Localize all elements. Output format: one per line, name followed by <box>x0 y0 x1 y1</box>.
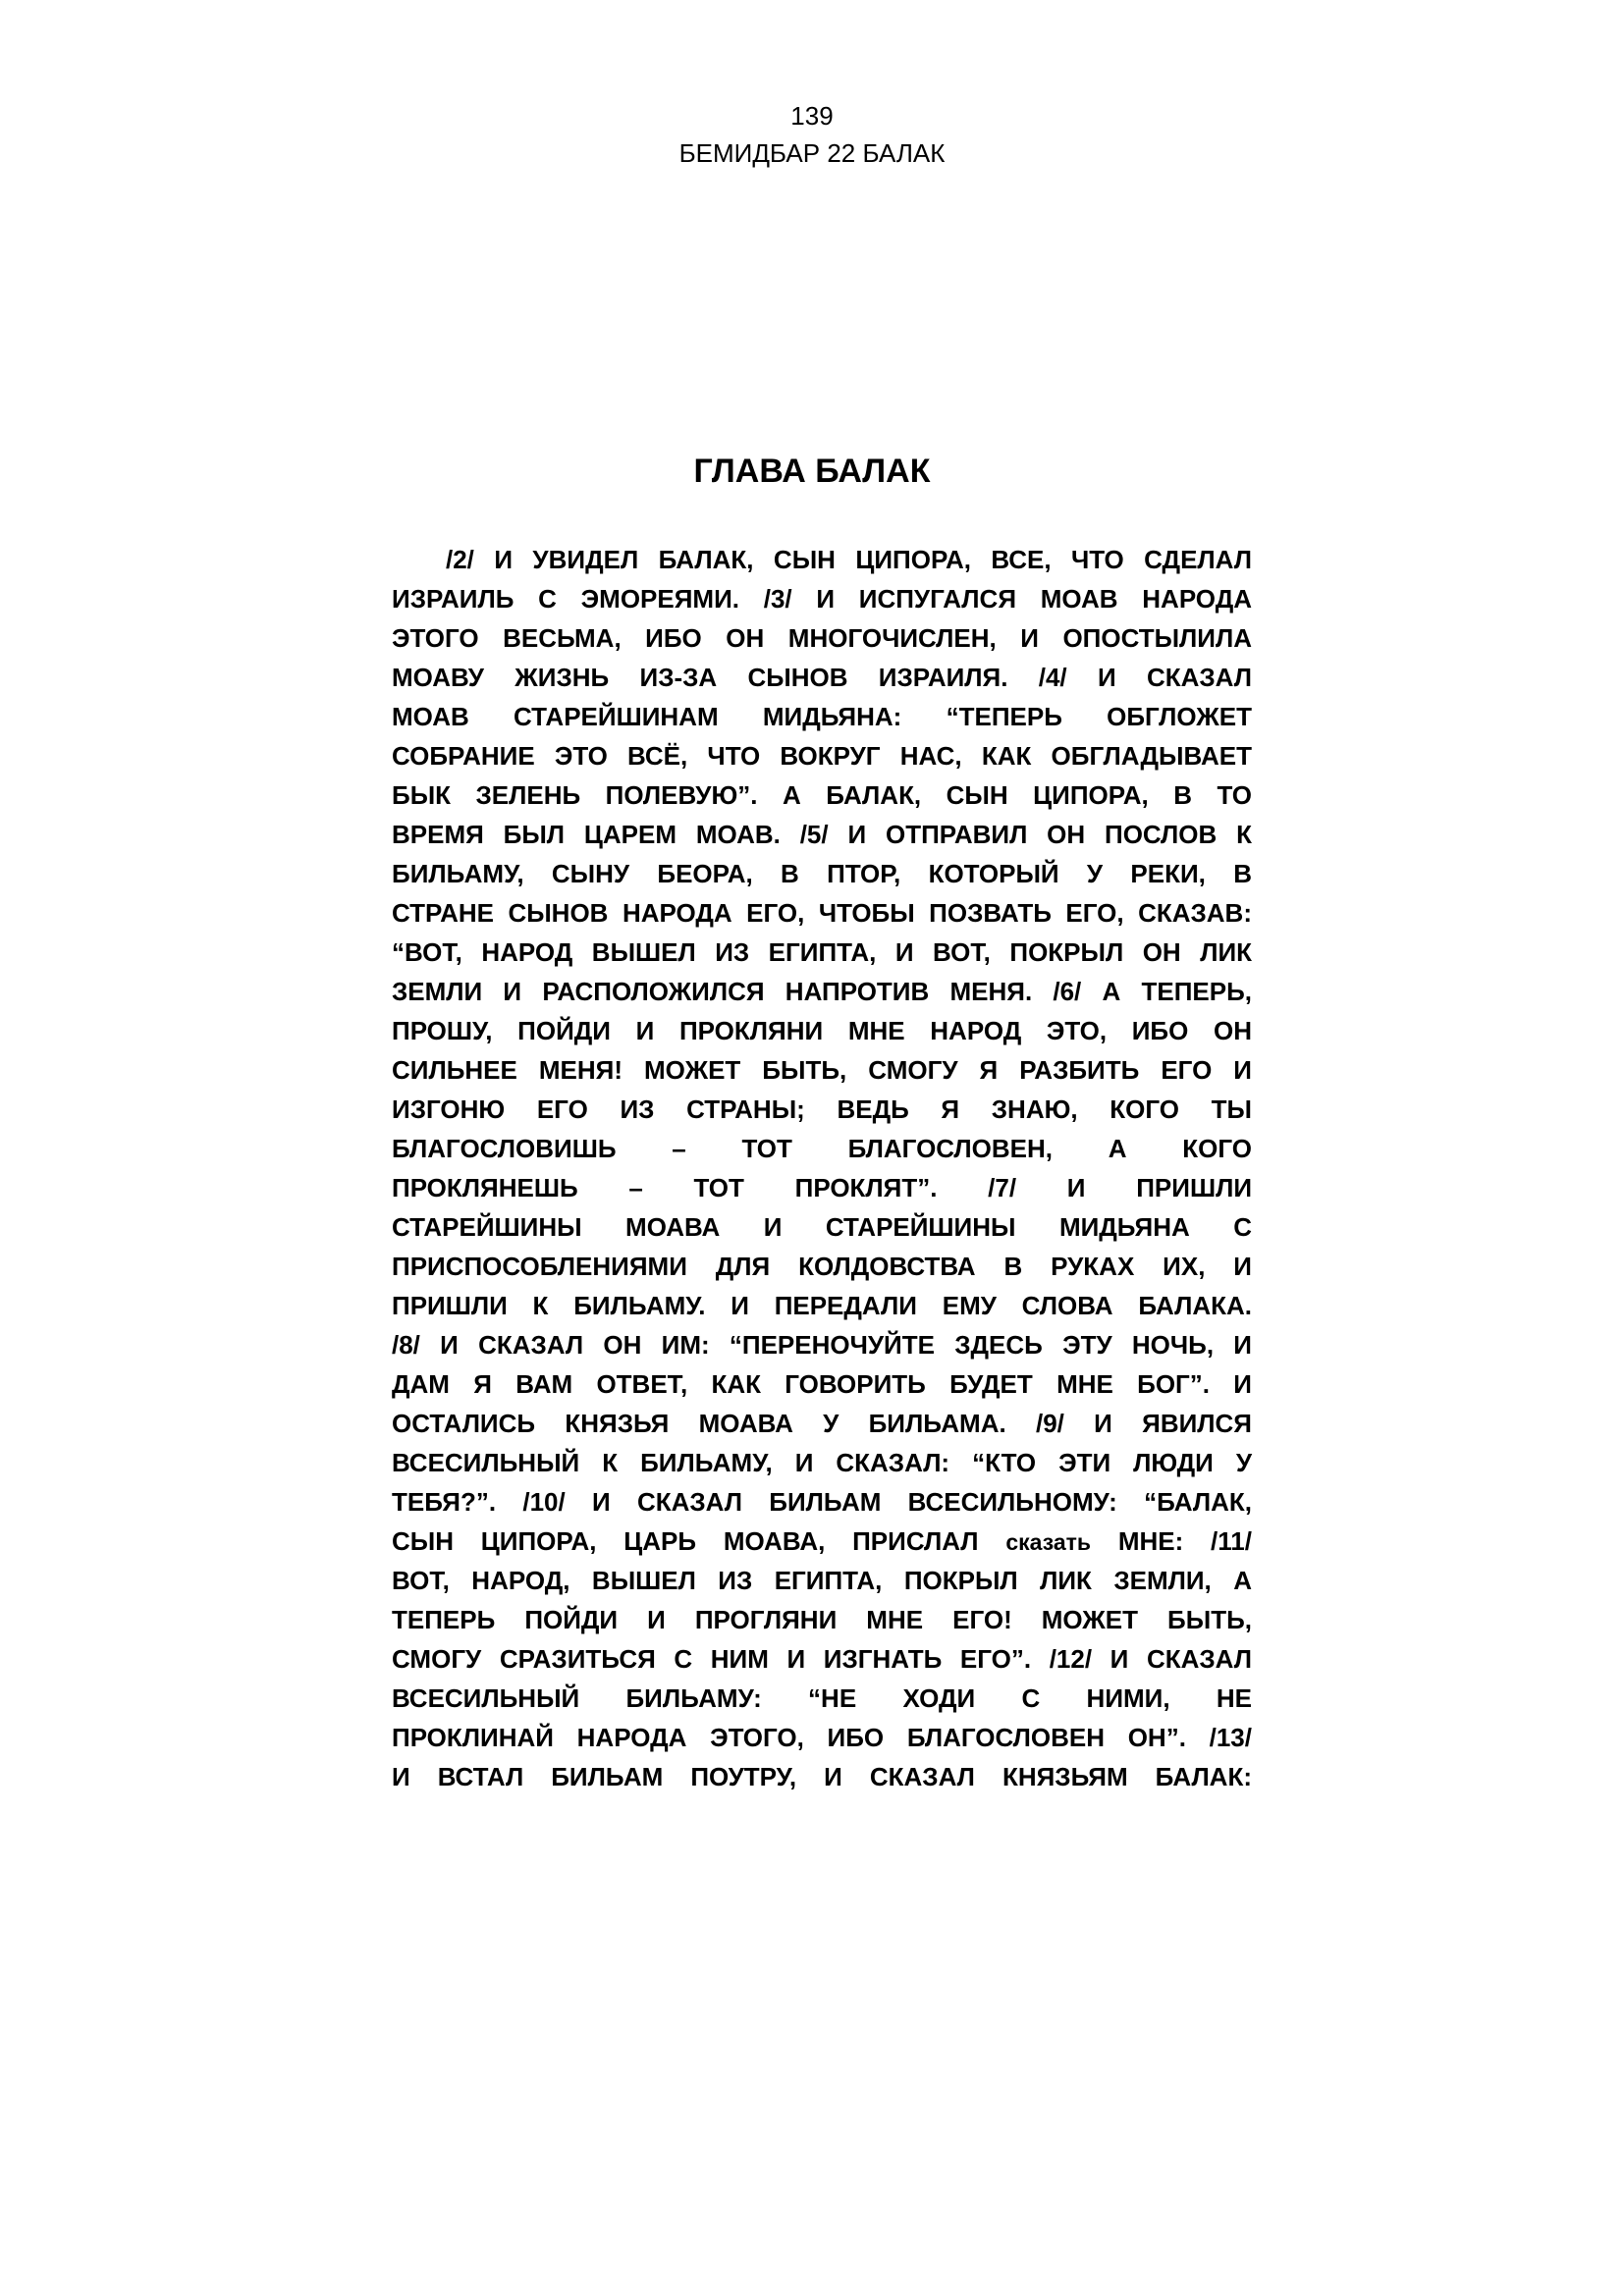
text-line: ТЕПЕРЬ ПОЙДИ И ПРОГЛЯНИ МНЕ ЕГО! МОЖЕТ БЫТЬ, <box>392 1605 1252 1634</box>
text-line <box>392 1522 1252 1561</box>
text-line: БИЛЬАМУ, СЫНУ БЕОРА, В ПТОР, КОТОРЫЙ У РЕКИ, В <box>392 859 1252 888</box>
text-line: ВОТ, НАРОД, ВЫШЕЛ ИЗ ЕГИПТА, ПОКРЫЛ ЛИК ЗЕМЛИ, А <box>392 1566 1252 1595</box>
text-line: ЗЕМЛИ И РАСПОЛОЖИЛСЯ НАПРОТИВ МЕНЯ. /6/ А ТЕПЕРЬ, <box>392 977 1252 1006</box>
text-line: /2/ И УВИДЕЛ БАЛАК, СЫН ЦИПОРА, ВСЕ, ЧТО СДЕЛАЛ <box>446 545 1252 574</box>
text-line: И ВСТАЛ БИЛЬАМ ПОУТРУ, И СКАЗАЛ КНЯЗЬЯМ БАЛАК: <box>392 1762 1252 1791</box>
text-line: СМОГУ СРАЗИТЬСЯ С НИМ И ИЗГНАТЬ ЕГО”. /12/ И СКАЗАЛ <box>392 1644 1252 1674</box>
text-line: ПРИСПОСОБЛЕНИЯМИ ДЛЯ КОЛДОВСТВА В РУКАХ ИХ, И <box>392 1252 1252 1281</box>
running-head: БЕМИДБАР 22 БАЛАК <box>678 138 946 168</box>
text-line: БЫК ЗЕЛЕНЬ ПОЛЕВУЮ”. А БАЛАК, СЫН ЦИПОРА, В ТО <box>392 780 1252 810</box>
text-line: ПРИШЛИ К БИЛЬАМУ. И ПЕРЕДАЛИ ЕМУ СЛОВА БАЛАКА. <box>392 1291 1252 1320</box>
text-line: СТРАНЕ СЫНОВ НАРОДА ЕГО, ЧТОБЫ ПОЗВАТЬ ЕГО, СКАЗАВ: <box>392 898 1252 928</box>
chapter-title: ГЛАВА БАЛАК <box>693 453 931 490</box>
text-line: МОАВУ ЖИЗНЬ ИЗ-ЗА СЫНОВ ИЗРАИЛЯ. /4/ И СКАЗАЛ <box>392 663 1252 692</box>
text-line: ЭТОГО ВЕСЬМА, ИБО ОН МНОГОЧИСЛЕН, И ОПОСТЫЛИЛА <box>392 623 1252 653</box>
text-line: МОАВ СТАРЕЙШИНАМ МИДЬЯНА: “ТЕПЕРЬ ОБГЛОЖЕТ <box>392 702 1252 731</box>
text-line: ДАМ Я ВАМ ОТВЕТ, КАК ГОВОРИТЬ БУДЕТ МНЕ БОГ”. И <box>392 1369 1252 1399</box>
text-line: ИЗГОНЮ ЕГО ИЗ СТРАНЫ; ВЕДЬ Я ЗНАЮ, КОГО ТЫ <box>392 1095 1252 1124</box>
text-line: СИЛЬНЕЕ МЕНЯ! МОЖЕТ БЫТЬ, СМОГУ Я РАЗБИТЬ ЕГО И <box>392 1055 1252 1085</box>
text-line: ТЕБЯ?”. /10/ И СКАЗАЛ БИЛЬАМ ВСЕСИЛЬНОМУ: “БАЛАК, <box>392 1487 1252 1517</box>
text-line: ВСЕСИЛЬНЫЙ К БИЛЬАМУ, И СКАЗАЛ: “КТО ЭТИ ЛЮДИ У <box>392 1448 1252 1477</box>
text-segment: СЫН ЦИПОРА, ЦАРЬ МОАВА, ПРИСЛАЛ <box>392 1526 1006 1556</box>
text-line: СОБРАНИЕ ЭТО ВСЁ, ЧТО ВОКРУГ НАС, КАК ОБГЛАДЫВАЕТ <box>392 741 1252 771</box>
text-line: /8/ И СКАЗАЛ ОН ИМ: “ПЕРЕНОЧУЙТЕ ЗДЕСЬ ЭТУ НОЧЬ, И <box>392 1330 1252 1360</box>
text-segment-small: сказать <box>1005 1529 1092 1555</box>
text-line: БЛАГОСЛОВИШЬ – ТОТ БЛАГОСЛОВЕН, А КОГО <box>392 1134 1252 1163</box>
page-number: 139 <box>790 101 834 131</box>
text-line: “ВОТ, НАРОД ВЫШЕЛ ИЗ ЕГИПТА, И ВОТ, ПОКРЫЛ ОН ЛИК <box>392 937 1252 967</box>
text-line: ПРОШУ, ПОЙДИ И ПРОКЛЯНИ МНЕ НАРОД ЭТО, ИБО ОН <box>392 1016 1252 1045</box>
text-segment: МНЕ: /11/ <box>1091 1526 1252 1556</box>
text-line: ОСТАЛИСЬ КНЯЗЬЯ МОАВА У БИЛЬАМА. /9/ И ЯВИЛСЯ <box>392 1409 1252 1438</box>
text-line: ВРЕМЯ БЫЛ ЦАРЕМ МОАВ. /5/ И ОТПРАВИЛ ОН ПОСЛОВ К <box>392 820 1252 849</box>
body-text <box>392 540 1252 1796</box>
text-line: ПРОКЛИНАЙ НАРОДА ЭТОГО, ИБО БЛАГОСЛОВЕН ОН”. /13/ <box>392 1723 1252 1752</box>
text-line: ПРОКЛЯНЕШЬ – ТОТ ПРОКЛЯТ”. /7/ И ПРИШЛИ <box>392 1173 1252 1202</box>
text-line: ВСЕСИЛЬНЫЙ БИЛЬАМУ: “НЕ ХОДИ С НИМИ, НЕ <box>392 1683 1252 1713</box>
text-line: СТАРЕЙШИНЫ МОАВА И СТАРЕЙШИНЫ МИДЬЯНА С <box>392 1212 1252 1242</box>
text-line: ИЗРАИЛЬ С ЭМОРЕЯМИ. /3/ И ИСПУГАЛСЯ МОАВ НАРОДА <box>392 584 1252 614</box>
